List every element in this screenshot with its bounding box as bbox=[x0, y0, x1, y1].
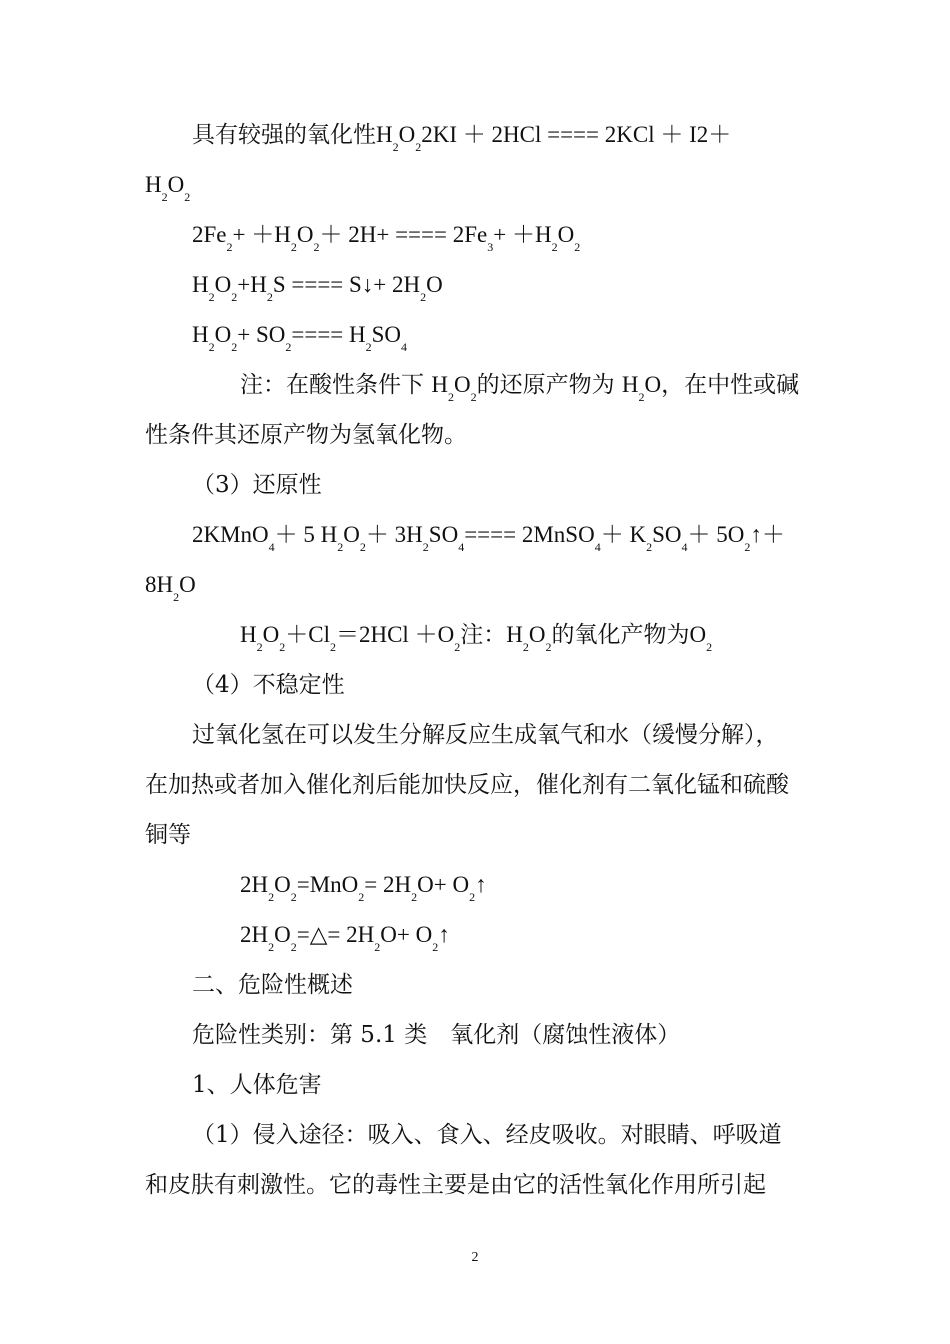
formula-line-6: 2KMnO$_4$＋ 5 $H_2O_2+ 3H_2SO_4====$ 2MnSO$_4$＋ $K_2SO_4+$ $5O_2↑+$ bbox=[192, 522, 785, 554]
formula-line-8: $H_2O_2+Cl_2=2HCl +O_2$注：$H_2O_2$的氧化产物为$O_2$ bbox=[240, 622, 713, 654]
formula-line-3: $2Fe_2+ +H_2O_2+ 2H+$ ==== $2Fe_3+ +H_2O_2$ bbox=[192, 222, 581, 254]
paragraph-line-2: 在加热或者加入催化剂后能加快反应，催化剂有二氧化锰和硫酸 bbox=[145, 772, 789, 798]
paragraph-line-4: （1）侵入途径：吸入、食入、经皮吸收。对眼睛、呼吸道 bbox=[192, 1122, 782, 1148]
formula-line-2: $H_2O_2$ bbox=[145, 172, 191, 204]
heading-unstable: （4）不稳定性 bbox=[192, 672, 345, 698]
formula-line-9: $2H_2O_2=MnO_2= 2H_2O+$ $O_2↑$ bbox=[240, 872, 487, 904]
paragraph-line-1: 过氧化氢在可以发生分解反应生成氧气和水（缓慢分解）， bbox=[192, 722, 779, 748]
formula-line-1: 具有较强的氧化性$H_2O_22KI + 2HCl$ ==== 2KCl ＋ I2＋ bbox=[192, 122, 732, 154]
section-heading: 二、危险性概述 bbox=[192, 972, 353, 998]
note-line-2: 性条件其还原产物为氢氧化物。 bbox=[145, 422, 467, 448]
formula-line-4: $H_2O_2+H_2S$ ==== S↓+ $2H_2O$ bbox=[192, 272, 443, 304]
paragraph-line-5: 和皮肤有刺激性。它的毒性主要是由它的活性氧化作用所引起 bbox=[145, 1172, 766, 1198]
subheading-human-hazard: 1、人体危害 bbox=[192, 1072, 322, 1098]
text: 具有较强的氧化性 bbox=[192, 122, 376, 148]
text: 2KI ＋ 2HCl ==== 2KCl ＋ I2＋ bbox=[421, 122, 732, 147]
paragraph-line-3: 铜等 bbox=[145, 822, 191, 848]
formula-line-5: $H_2O_2+ SO_2==== H_2SO_4$ bbox=[192, 322, 408, 354]
heading-reducing: （3）还原性 bbox=[192, 472, 322, 498]
note-line-1: 注：在酸性条件下 $H_2O_2$的还原产物为 $H_2O$，在中性或碱 bbox=[240, 372, 800, 404]
hazard-category: 危险性类别：第 5.1 类 氧化剂（腐蚀性液体） bbox=[192, 1022, 681, 1048]
formula-line-7: $8H_2O$ bbox=[145, 572, 196, 604]
page-number: 2 bbox=[471, 1250, 479, 1265]
formula-line-10: $2H_2O_2=\triangle= 2H_2O+$ $O_2↑$ bbox=[240, 922, 450, 954]
